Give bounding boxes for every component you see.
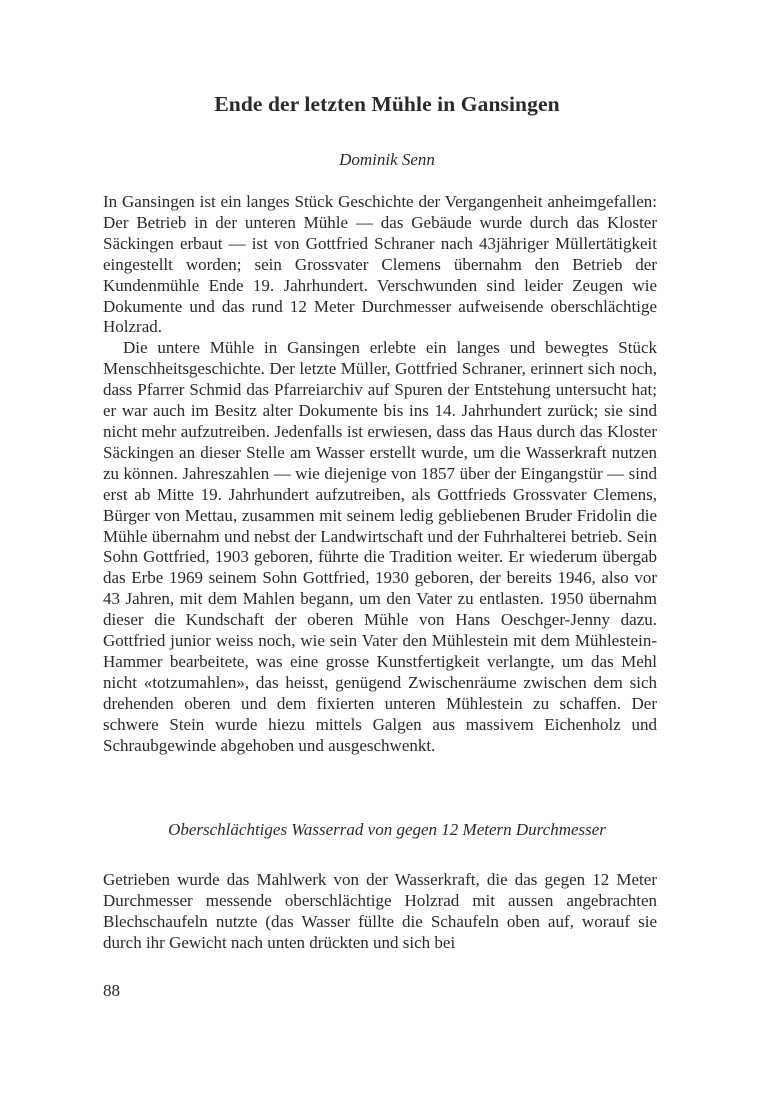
- article-body-continued: [103, 870, 657, 954]
- paragraph-2: Die untere Mühle in Gansingen erlebte ein langes und bewegtes Stück Menschheitsgeschichte. Der letzte Müller, Gottfried Schraner, erinnert sich noch, dass Pfarrer Schmid das Pfarreiarchiv auf Spuren der Entstehung untersucht hat; er war auch im Besitz alter Dokumente bis ins 14. Jahrhundert zurück; sie sind nicht mehr aufzutreiben. Jedenfalls ist erwiesen, dass das Haus durch das Kloster Säckingen an dieser Stelle am Wasser erstellt wurde, um die Wasserkraft nutzen zu können. Jahreszahlen — wie diejenige von 1857 über der Eingangstür — sind erst ab Mitte 19. Jahrhundert aufzutreiben, als Gottfrieds Grossvater Clemens, Bürger von Mettau, zusammen mit seinem ledig gebliebenen Bruder Fridolin die Mühle übernahm und nebst der Landwirtschaft und der Fuhrhalterei betrieb. Sein Sohn Gottfried, 1903 geboren, führte die Tradition weiter. Er wiederum übergab das Erbe 1969 seinem Sohn Gottfried, 1930 geboren, der bereits 1946, also vor 43 Jahren, mit dem Mahlen begann, um den Vater zu entlasten. 1950 übernahm dieser die Kundschaft der oberen Mühle von Hans Oeschger-Jenny dazu. Gottfried junior weiss noch, wie sein Vater den Mühlestein mit dem Mühlestein-Hammer bearbeitete, was eine grosse Kunstfertigkeit verlangte, um das Mehl nicht «totzumahlen», das heisst, genügend Zwischenräume zwischen dem sich drehenden oberen und dem fixierten unteren Mühlestein zu schaffen. Der schwere Stein wurde hiezu mittels Galgen aus massivem Eichenholz und Schraubgewinde abgehoben und ausgeschwenkt.: [103, 338, 657, 755]
- section-subheading: Oberschlächtiges Wasserrad von gegen 12 Metern Durchmesser: [168, 820, 606, 839]
- article-body: [103, 192, 657, 756]
- article-title: Ende der letzten Mühle in Gansingen: [214, 92, 560, 116]
- article-author: Dominik Senn: [339, 150, 435, 169]
- page-number: 88: [103, 981, 120, 1000]
- paragraph-3: Getrieben wurde das Mahlwerk von der Wasserkraft, die das gegen 12 Meter Durchmesser messende oberschlächtige Holzrad mit aussen angebrachten Blechschaufeln nutzte (das Wasser füllte die Schaufeln oben auf, worauf sie durch ihr Gewicht nach unten drückten und sich bei: [103, 870, 657, 952]
- paragraph-1: In Gansingen ist ein langes Stück Geschichte der Vergangenheit anheimgefallen: Der Betrieb in der unteren Mühle — das Gebäude wurde durch das Kloster Säckingen erbaut — ist von Gottfried Schraner nach 43jähriger Müllertätigkeit eingestellt worden; sein Grossvater Clemens übernahm den Betrieb der Kundenmühle Ende 19. Jahrhundert. Verschwunden sind leider Zeugen wie Dokumente und das rund 12 Meter Durchmesser aufweisende oberschlächtige Holzrad.: [103, 192, 657, 337]
